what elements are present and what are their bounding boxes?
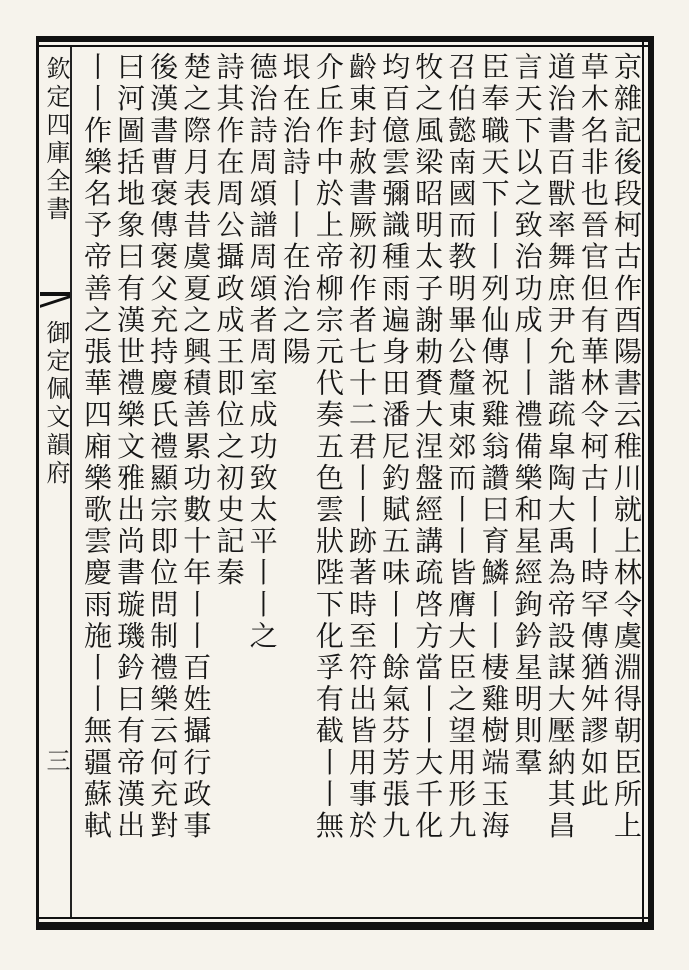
gutter-series-title: 欽定四庫全書 bbox=[42, 56, 70, 224]
text-column-11: 垠在治詩丨丨在治之陽 bbox=[278, 52, 312, 368]
frame-left-border bbox=[36, 36, 39, 930]
text-column-9: 齡東封赦書厥初作者七十二君丨丨跡著時至符出皆用事於 bbox=[345, 52, 378, 842]
text-column-12: 德治詩周頌譜周頌者周室成功致太平丨丨之 bbox=[245, 52, 279, 653]
text-column-17: 丨丨作樂名予帝善之張華四廂樂歌雲慶雨施丨丨無疆蘇軾 bbox=[80, 52, 113, 842]
frame-top-inner-border bbox=[38, 45, 653, 47]
gutter-divider bbox=[70, 47, 72, 917]
text-column-15: 後漢書曹褒傳褒父充持慶氏禮顯宗即位問制禮樂云何充對 bbox=[146, 52, 180, 842]
text-column-10: 介丘作中於上帝柳宗元代奏五色雲狀陛下化孚有截丨丨無 bbox=[311, 52, 345, 842]
text-column-16: 曰河圖括地象曰有漢世禮樂文雅出尚書璇璣鈐曰有帝漢出 bbox=[113, 52, 147, 842]
frame-right-border bbox=[648, 36, 654, 930]
frame-bottom-inner-border bbox=[38, 917, 653, 919]
text-column-1: 京雜記後段柯古作酉陽書云稚川就上林令虞淵得朝臣所上 bbox=[610, 52, 643, 842]
frame-top-border bbox=[38, 36, 653, 42]
frame-bottom-border bbox=[38, 922, 653, 930]
text-column-3: 道治書百獸率舞庶尹允諧疏皐陶大禹為帝設謀大壓納其昌 bbox=[543, 52, 577, 842]
text-column-7: 牧之風梁昭明太子謝勅賚大涅盤經講疏啓方當丨丨大千化 bbox=[411, 52, 445, 842]
text-column-8: 均百億雲彌識種雨遍身田潘尼釣賦五味丨丨餘氣芬芳張九 bbox=[378, 52, 412, 842]
text-column-13: 詩其作在周公攝政成王即位之初史記秦 bbox=[212, 52, 246, 590]
gutter-book-title: 御定佩文韻府 bbox=[42, 320, 70, 488]
gutter-page-number: 三 bbox=[42, 748, 70, 776]
text-column-2: 草木名非也晉官但有華林令柯古丨丨時罕傳猶舛謬如此 bbox=[576, 52, 610, 811]
text-column-6: 召伯懿南國而教明畢公釐東郊而丨丨皆膺大臣之望用形九 bbox=[444, 52, 478, 842]
text-column-14: 楚之際月表昔虞夏之興積善累功數十年丨丨百姓攝行政事 bbox=[179, 52, 213, 842]
text-column-5: 臣奉職天下丨丨列仙傳祝雞翁讚曰育鱗丨丨棲雞樹端玉海 bbox=[477, 52, 511, 842]
text-column-4: 言天下以之致治功成丨丨禮備樂和星經鉤鈐星明則羣 bbox=[510, 52, 544, 779]
